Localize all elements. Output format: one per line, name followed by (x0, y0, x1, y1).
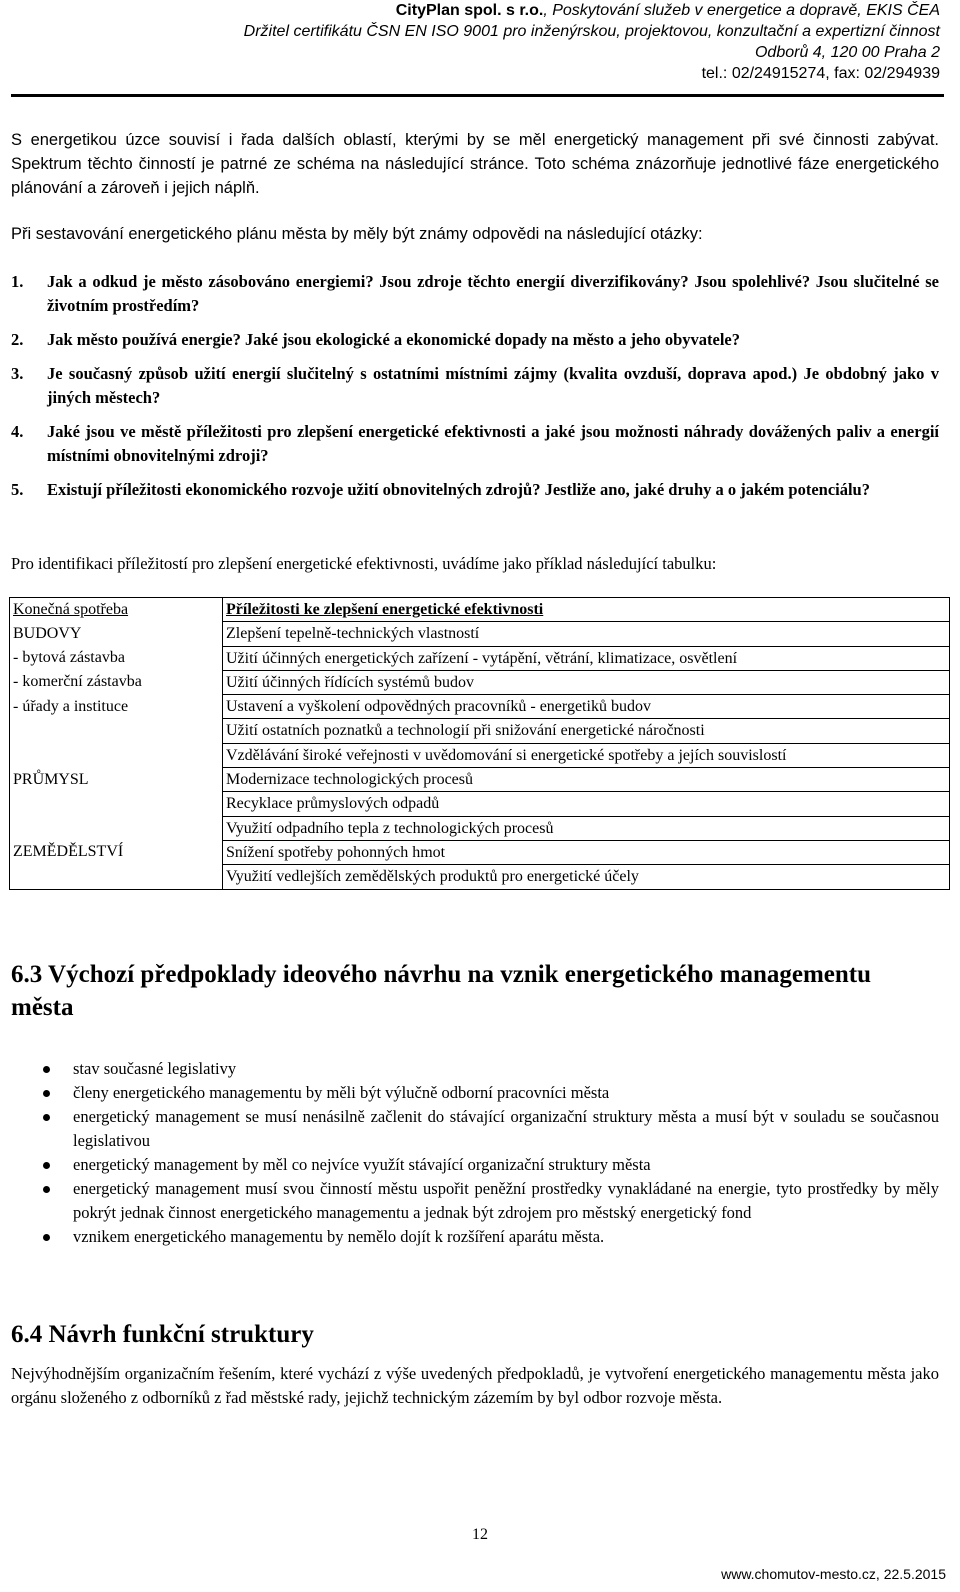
structure-paragraph: Nejvýhodnějším organizačním řešením, které vychází z výše uvedených předpokladů, je vytvoření energetického managementu města jako orgánu složeného z odborníků z řad městské rady, jejichž technickým zázemím by byl odbor rozvoje města. (11, 1364, 939, 1407)
header-address: Odborů 4, 120 00 Praha 2 (754, 44, 940, 61)
table-row (10, 743, 950, 767)
table-header-row (10, 598, 950, 622)
question-text: Existují příležitosti ekonomického rozvoje užití obnovitelných zdrojů? Jestliže ano, jaké druhy a o jakém potenciálu? (47, 480, 870, 499)
page-footer: www.chomutov-mesto.cz, 22.5.2015 (721, 1566, 946, 1582)
bullet-icon (43, 1066, 50, 1073)
table-cell: Zlepšení tepelně-technických vlastností (223, 622, 950, 646)
table-cell: Využití odpadního tepla z technologických procesů (223, 816, 950, 840)
table-row (10, 865, 950, 889)
table-cell: Snížení spotřeby pohonných hmot (223, 840, 950, 864)
table-cell: - úřady a instituce (10, 695, 223, 719)
table-lead: Pro identifikaci příležitostí pro zlepšení energetické efektivnosti, uvádíme jako příklad následující tabulku: (11, 554, 717, 573)
question-number: 3. (11, 364, 24, 383)
list-item-text: energetický management musí svou činností městu uspořit peněžní prostředky vynakládané na energie, tyto prostředky by měly pokrýt jednak činnost energetického managementu a jednak být zdrojem pro městský energetický fond (73, 1179, 939, 1222)
table-row (10, 695, 950, 719)
question-item (11, 362, 939, 410)
question-item (11, 270, 939, 318)
table-header-cell: Příležitosti ke zlepšení energetické efektivnosti (223, 598, 950, 622)
table-row (10, 719, 950, 743)
table-row (10, 646, 950, 670)
table-row (10, 670, 950, 694)
list-item (11, 1153, 939, 1177)
table-cell (10, 865, 223, 889)
bullet-icon (43, 1186, 50, 1193)
table-cell: PRŮMYSL (10, 768, 223, 792)
table-cell: Vzdělávání široké veřejnosti v uvědomování si energetické spotřeby a jejích souvislostí (223, 743, 950, 767)
list-item-text: stav současné legislativy (73, 1059, 237, 1078)
table-header-cell: Konečná spotřeba (10, 598, 223, 622)
table-cell: Užití ostatních poznatků a technologií při snižování energetické náročnosti (223, 719, 950, 743)
question-number: 4. (11, 422, 24, 441)
bullet-icon (43, 1090, 50, 1097)
header-certification: Držitel certifikátu ČSN EN ISO 9001 pro inženýrskou, projektovou, konzultační a expertizní činnost (243, 23, 940, 40)
table-row (10, 622, 950, 646)
prerequisites-list (11, 1057, 939, 1249)
table-cell: Užití účinných řídících systémů budov (223, 670, 950, 694)
intro-paragraph: S energetikou úzce souvisí i řada dalších oblastí, kterými by se měl energetický management při své činnosti zabývat. Spektrum těchto činností je patrné ze schéma na následující stránce. Toto schéma znázorňuje jednotlivé fáze energetického plánování a zároveň i jejich náplň. (11, 131, 939, 197)
table-cell: - bytová zástavba (10, 646, 223, 670)
page-header (244, 0, 940, 84)
section-heading-6-3: 6.3 Výchozí předpoklady ideového návrhu na vznik energetického managementu města (11, 961, 871, 1021)
question-text: Jaké jsou ve městě příležitosti pro zlepšení energetické efektivnosti a jaké jsou možnosti náhrady dovážených paliv a energií místními obnovitelnými zdroji? (47, 422, 939, 465)
table-cell (10, 816, 223, 840)
table-cell (10, 719, 223, 743)
table-cell: Využití vedlejších zemědělských produktů pro energetické účely (223, 865, 950, 889)
table-row (10, 816, 950, 840)
question-item (11, 328, 939, 352)
list-item (11, 1081, 939, 1105)
question-number: 1. (11, 272, 24, 291)
header-line-1 (244, 0, 940, 21)
question-item (11, 420, 939, 468)
header-divider (11, 94, 944, 97)
table-cell: - komerční zástavba (10, 670, 223, 694)
company-services: , Poskytování služeb v energetice a dopravě, EKIS ČEA (543, 2, 940, 19)
table-cell: Ustavení a vyškolení odpovědných pracovníků - energetiků budov (223, 695, 950, 719)
question-text: Jak město používá energie? Jaké jsou ekologické a ekonomické dopady na město a jeho obyvatele? (47, 330, 740, 349)
question-text: Jak a odkud je město zásobováno energiemi? Jsou zdroje těchto energií diverzifikovány? Jsou spolehlivé? Jsou slučitelné se životním prostředím? (47, 272, 939, 315)
list-item (11, 1057, 939, 1081)
table-cell (10, 743, 223, 767)
bullet-icon (43, 1234, 50, 1241)
table-cell: Modernizace technologických procesů (223, 768, 950, 792)
list-item-text: energetický management se musí nenásilně začlenit do stávající organizační struktury města a musí být v souladu se současnou legislativou (73, 1107, 939, 1150)
table-cell: Užití účinných energetických zařízení - vytápění, větrání, klimatizace, osvětlení (223, 646, 950, 670)
section-heading-6-4: 6.4 Návrh funkční struktury (11, 1321, 314, 1348)
efficiency-table (9, 597, 950, 890)
question-number: 5. (11, 480, 24, 499)
questions-list (11, 270, 939, 502)
bullet-icon (43, 1162, 50, 1169)
table-cell: Recyklace průmyslových odpadů (223, 792, 950, 816)
list-item (11, 1177, 939, 1225)
company-name: CityPlan spol. s r.o. (395, 2, 544, 19)
header-contact: tel.: 02/24915274, fax: 02/294939 (701, 65, 940, 82)
table-cell (10, 792, 223, 816)
table-cell: ZEMĚDĚLSTVÍ (10, 840, 223, 864)
page-number: 12 (472, 1526, 488, 1543)
bullet-icon (43, 1114, 50, 1121)
table-row (10, 768, 950, 792)
list-item-text: vznikem energetického managementu by nemělo dojít k rozšíření aparátu města. (73, 1227, 605, 1246)
questions-lead: Při sestavování energetického plánu města by měly být známy odpovědi na následující otázky: (11, 225, 703, 243)
list-item-text: energetický management by měl co nejvíce využít stávající organizační struktury města (73, 1155, 651, 1174)
question-text: Je současný způsob užití energií slučitelný s ostatními místními zájmy (kvalita ovzduší, doprava apod.) Je obdobný jako v jiných městech? (47, 364, 939, 407)
table-row (10, 792, 950, 816)
list-item (11, 1225, 939, 1249)
list-item-text: členy energetického managementu by měli být výlučně odborní pracovníci města (73, 1083, 610, 1102)
question-number: 2. (11, 330, 24, 349)
table-cell: BUDOVY (10, 622, 223, 646)
list-item (11, 1105, 939, 1153)
question-item (11, 478, 939, 502)
table-row (10, 840, 950, 864)
